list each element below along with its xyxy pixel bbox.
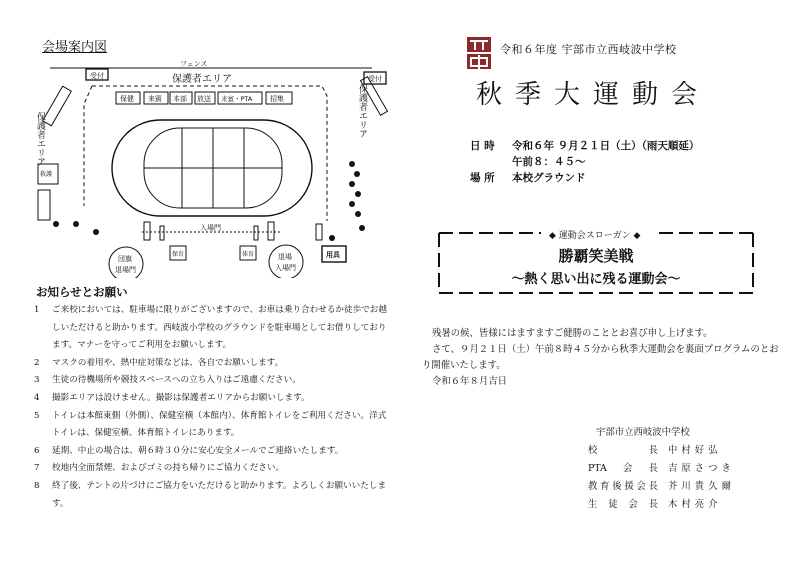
signature-school: 宇部市立西岐波中学校 — [596, 427, 690, 438]
notice-number: 6 — [34, 445, 40, 456]
notice-item — [34, 372, 394, 390]
notice-item — [34, 355, 394, 373]
notice-number: 1 — [34, 305, 40, 315]
notice-number: 4 — [34, 392, 40, 403]
tree — [349, 201, 355, 207]
place-label: 場 所 — [470, 172, 495, 184]
slogan-tag: ◆ 運動会スローガン ◆ — [549, 231, 641, 241]
signature-row — [588, 478, 738, 492]
fence-label: フェンス — [180, 60, 208, 68]
tent-label: 放送 — [197, 95, 211, 103]
gate-right-label-b: 入場門 — [275, 264, 296, 272]
notice-number: 8 — [34, 480, 40, 491]
signature-name: 吉原さつき — [668, 463, 735, 474]
tree — [349, 161, 355, 167]
tree — [359, 225, 365, 231]
gate-left-label-b: 退場門 — [115, 266, 136, 274]
reception-right-label: 受付 — [368, 75, 382, 83]
equipment-label: 用具 — [326, 251, 340, 259]
guardian-right-label: 保護者エリア — [357, 84, 367, 138]
notice-item — [34, 478, 394, 513]
pillar — [316, 224, 322, 240]
signature-row — [588, 496, 738, 510]
greeting-date: 令和６年８月吉日 — [432, 376, 508, 387]
tent-label: 来賓・PTA — [221, 95, 253, 103]
notice-number: 2 — [34, 357, 40, 368]
notice-text: マスクの着用や、熱中症対策などは、各自でお願いします。 — [52, 357, 284, 368]
notice-text: 終了後、テントの片づけにご協力をいただけると助かります。よろしくお願いいたします。 — [52, 480, 387, 509]
gate-right-label-a: 退場 — [278, 253, 292, 261]
signature-title: PTA会長 — [588, 463, 658, 474]
side-box — [38, 190, 50, 220]
notice-text: ご来校においては、駐車場に限りがございますので、お車は乗り合わせるか徒歩でお越しいただけると助かります。西岐波小学校のグラウンドを駐車場としてお借りしております。マナーを守ってご利用をお願いします。 — [52, 305, 387, 351]
tree — [329, 235, 335, 241]
tent-label: 招集 — [270, 95, 284, 103]
signature-name: 芥川貴久爾 — [668, 481, 735, 492]
guardian-left-label: 保護者エリア — [35, 112, 45, 166]
notice-text: 撮影エリアは設けません。撮影は保護者エリアからお願いします。 — [52, 392, 310, 403]
guardian-boundary — [84, 86, 327, 221]
tree — [349, 181, 355, 187]
greeting — [422, 326, 782, 390]
small-left-label: 保育 — [172, 251, 185, 258]
small-mid-label: 体育 — [242, 251, 255, 258]
signature-title: 教育後援会長 — [588, 481, 658, 492]
slogan-sub: ～熱く思い出に残る運動会～ — [511, 272, 681, 287]
signature-row — [588, 442, 738, 456]
pillar — [268, 222, 274, 240]
side-left-label: 救護 — [40, 171, 53, 178]
notice-item — [34, 460, 394, 478]
signature-name: 中村好弘 — [668, 445, 722, 456]
pillar — [254, 226, 258, 240]
notice-item — [34, 443, 394, 461]
greeting-line: 残暑の候、皆様にはますますご健勝のこととお喜び申し上げます。 — [432, 328, 713, 339]
map-title: 会場案内図 — [42, 40, 108, 55]
gate-right-circle — [269, 245, 303, 278]
tree — [354, 171, 360, 177]
notice-number: 5 — [34, 410, 40, 421]
pillar — [144, 222, 150, 240]
reception-left-label: 受付 — [90, 72, 104, 80]
tree — [355, 191, 361, 197]
notice-text: 校地内全面禁煙、およびゴミの持ち帰りにご協力ください。 — [52, 463, 285, 474]
notice-text: トイレは本館東側（外側）、保健室横（本館内）、体育館トイレをご利用ください。洋式トイレは、保健室横、体育館トイレにあります。 — [52, 410, 387, 439]
gate-left-label-a: 団旗 — [118, 255, 132, 263]
event-title: 秋季大運動会 — [476, 80, 711, 110]
notice-text: 生徒の待機場所や競技スペースへの立ち入りはご遠慮ください。 — [52, 375, 301, 386]
notice-number: 7 — [34, 463, 40, 474]
time-value: 午前８：４５～ — [512, 156, 586, 168]
venue-map — [32, 56, 392, 278]
notice-number: 3 — [34, 375, 40, 386]
date-value: 令和６年 ９月２１日（土）（雨天順延） — [512, 140, 700, 152]
entrance-label: 入場門 — [200, 224, 221, 232]
tree — [355, 211, 361, 217]
notice-item — [34, 408, 394, 443]
signature-row — [588, 460, 738, 474]
tent-label: 保健 — [120, 95, 134, 103]
tree — [93, 229, 99, 235]
notice-item — [34, 302, 394, 355]
tree — [53, 221, 59, 227]
school-logo — [466, 36, 492, 70]
notice-title: お知らせとお願い — [36, 285, 128, 299]
date-label: 日 時 — [470, 140, 495, 152]
greeting-line: さて、９月２１日（土）午前８時４５分から秋季大運動会を裏面プログラムのとおり開催いたします。 — [422, 344, 779, 371]
slogan-main: 勝覇笑美戦 — [558, 247, 634, 265]
signature-title: 生徒会長 — [588, 499, 658, 510]
side-block — [43, 86, 72, 126]
place-value: 本校グラウンド — [512, 172, 586, 184]
org-line: 令和６年度 宇部市立西岐波中学校 — [500, 43, 677, 56]
tree — [73, 221, 79, 227]
pillar — [160, 226, 164, 240]
notice-text: 延期、中止の場合は、朝６時３０分に安心安全メールでご連絡いたします。 — [52, 445, 344, 456]
tent-label: 来賓 — [148, 95, 162, 103]
tent-label: 本部 — [173, 95, 187, 103]
notice-item — [34, 390, 394, 408]
signature-title: 校長 — [588, 445, 658, 456]
guardian-top-label: 保護者エリア — [172, 74, 232, 85]
notice-list — [34, 302, 394, 513]
signature-name: 木村亮介 — [668, 499, 722, 510]
